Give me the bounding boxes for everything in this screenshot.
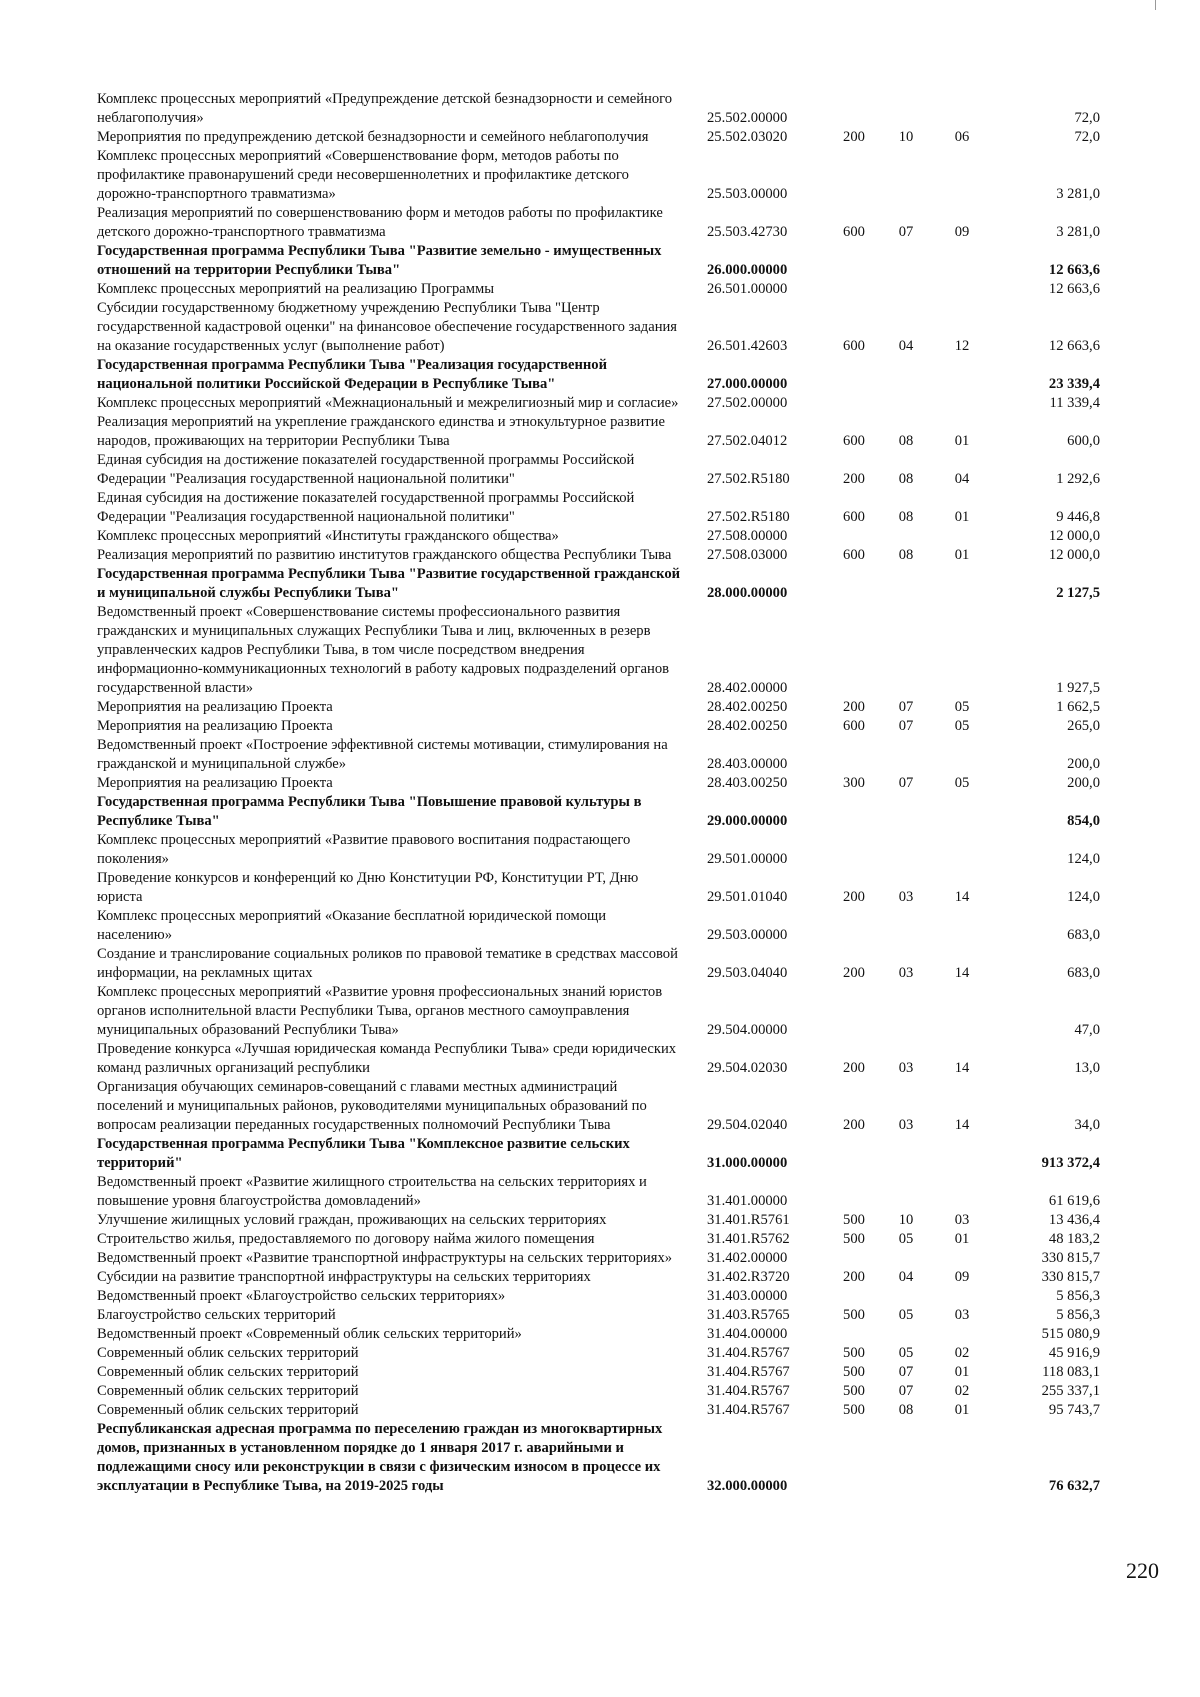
row-amount: 200,0 (1067, 775, 1100, 791)
table-row (97, 413, 1129, 451)
row-expense-type: 200 (843, 129, 865, 145)
row-name: Комплекс процессных мероприятий на реализацию Программы (97, 281, 495, 297)
row-code: 27.502.R5180 (707, 471, 790, 487)
table-row (97, 1363, 1129, 1382)
table-row (97, 1268, 1129, 1287)
row-section: 08 (898, 547, 914, 563)
row-name: Субсидии государственному бюджетному учреждению Республики Тыва "Центр государственной кадастровой оценки" на финансовое обеспечение государственного задания на оказание государственных услуг (выполнение работ) (97, 300, 678, 354)
row-amount: 913 372,4 (1041, 1155, 1100, 1171)
table-row (97, 907, 1129, 945)
row-subsection: 09 (954, 224, 970, 240)
row-amount: 12 000,0 (1048, 547, 1100, 563)
row-section: 08 (898, 1402, 914, 1418)
row-section: 10 (898, 129, 914, 145)
row-subsection: 01 (954, 509, 970, 525)
row-name: Ведомственный проект «Построение эффективной системы мотивации, стимулирования на гражданской и муниципальной службе» (97, 737, 668, 772)
program-row (97, 1135, 1129, 1173)
row-amount: 1 292,6 (1056, 471, 1100, 487)
row-amount: 683,0 (1067, 965, 1100, 981)
table-row (97, 1287, 1129, 1306)
row-amount: 12 000,0 (1048, 528, 1100, 544)
row-code: 28.402.00250 (707, 718, 788, 734)
table-row (97, 603, 1129, 698)
table-row (97, 280, 1129, 299)
row-expense-type: 200 (843, 699, 865, 715)
row-section: 08 (898, 509, 914, 525)
row-name: Благоустройство сельских территорий (97, 1307, 336, 1323)
row-code: 31.401.00000 (707, 1193, 788, 1209)
table-row (97, 299, 1129, 356)
table-row (97, 1230, 1129, 1249)
row-code: 25.502.03020 (707, 129, 788, 145)
program-row (97, 356, 1129, 394)
row-name: Единая субсидия на достижение показателей государственной программы Российской Федерации "Реализация государственной национальной политики" (97, 490, 635, 525)
table-row (97, 1325, 1129, 1344)
row-code: 31.404.R5767 (707, 1345, 790, 1361)
row-subsection: 05 (954, 699, 970, 715)
table-row (97, 1382, 1129, 1401)
row-name: Мероприятия по предупреждению детской безнадзорности и семейного неблагополучия (97, 129, 649, 145)
row-amount: 2 127,5 (1056, 585, 1100, 601)
row-subsection: 02 (954, 1383, 970, 1399)
row-code: 29.501.00000 (707, 851, 788, 867)
row-section: 05 (898, 1345, 914, 1361)
row-name: Ведомственный проект «Современный облик сельских территорий» (97, 1326, 522, 1342)
row-amount: 12 663,6 (1048, 262, 1100, 278)
row-subsection: 01 (954, 1231, 970, 1247)
row-code: 25.503.00000 (707, 186, 788, 202)
row-code: 29.504.00000 (707, 1022, 788, 1038)
row-name: Современный облик сельских территорий (97, 1402, 359, 1418)
program-row (97, 1420, 1129, 1496)
row-code: 31.401.R5762 (707, 1231, 790, 1247)
table-row (97, 546, 1129, 565)
table-row (97, 774, 1129, 793)
row-expense-type: 200 (843, 889, 865, 905)
row-code: 28.000.00000 (707, 585, 788, 601)
row-name: Ведомственный проект «Благоустройство сельских территориях» (97, 1288, 506, 1304)
row-amount: 600,0 (1067, 433, 1100, 449)
row-amount: 124,0 (1067, 889, 1100, 905)
row-subsection: 01 (954, 433, 970, 449)
row-name: Государственная программа Республики Тыва "Реализация государственной национальной политики Российской Федерации в Республике Тыва" (97, 357, 607, 392)
row-code: 27.000.00000 (707, 376, 788, 392)
row-name: Комплекс процессных мероприятий «Межнациональный и межрелигиозный мир и согласие» (97, 395, 679, 411)
row-code: 28.403.00000 (707, 756, 788, 772)
row-code: 31.000.00000 (707, 1155, 788, 1171)
row-expense-type: 200 (843, 471, 865, 487)
row-subsection: 01 (954, 1364, 970, 1380)
table-row (97, 147, 1129, 204)
row-subsection: 02 (954, 1345, 970, 1361)
table-row (97, 1401, 1129, 1420)
row-name: Современный облик сельских территорий (97, 1364, 359, 1380)
row-name: Реализация мероприятий по развитию институтов гражданского общества Республики Тыва (97, 547, 672, 563)
row-amount: 200,0 (1067, 756, 1100, 772)
row-code: 27.502.00000 (707, 395, 788, 411)
row-name: Субсидии на развитие транспортной инфраструктуры на сельских территориях (97, 1269, 591, 1285)
row-expense-type: 200 (843, 1117, 865, 1133)
row-expense-type: 500 (843, 1402, 865, 1418)
row-amount: 72,0 (1074, 129, 1100, 145)
row-amount: 5 856,3 (1056, 1307, 1100, 1323)
row-code: 29.504.02040 (707, 1117, 788, 1133)
program-row (97, 565, 1129, 603)
table-row (97, 1078, 1129, 1135)
row-amount: 76 632,7 (1048, 1478, 1100, 1494)
row-code: 31.404.00000 (707, 1326, 788, 1342)
row-name: Ведомственный проект «Совершенствование системы профессионального развития гражданских и муниципальных служащих Республики Тыва и лиц, включенных в резерв управленческих кадров Республики Тыва, в том числе посредством внедрения информационно-коммуникационных технологий в работу кадровых подразделений органов государственной власти» (97, 604, 670, 696)
row-expense-type: 500 (843, 1212, 865, 1228)
row-amount: 9 446,8 (1056, 509, 1100, 525)
row-subsection: 14 (954, 1117, 970, 1133)
table-row (97, 1344, 1129, 1363)
row-subsection: 03 (954, 1307, 970, 1323)
row-section: 07 (898, 224, 914, 240)
row-name: Проведение конкурсов и конференций ко Дню Конституции РФ, Конституции РТ, Дню юриста (97, 870, 639, 905)
row-amount: 515 080,9 (1041, 1326, 1100, 1342)
table-row (97, 204, 1129, 242)
table-row (97, 1040, 1129, 1078)
row-subsection: 09 (954, 1269, 970, 1285)
row-expense-type: 600 (843, 224, 865, 240)
table-row (97, 736, 1129, 774)
row-name: Комплекс процессных мероприятий «Предупреждение детской безнадзорности и семейного неблагополучия» (97, 91, 673, 126)
table-row (97, 945, 1129, 983)
table-row (97, 983, 1129, 1040)
row-code: 26.501.42603 (707, 338, 788, 354)
row-code: 29.503.00000 (707, 927, 788, 943)
table-row (97, 451, 1129, 489)
row-name: Организация обучающих семинаров-совещаний с главами местных администраций поселений и муниципальных районов, руководителями муниципальных образований по вопросам реализации переданных государственных полномочий Республики Тыва (97, 1079, 647, 1133)
row-code: 25.503.42730 (707, 224, 788, 240)
row-amount: 683,0 (1067, 927, 1100, 943)
row-code: 26.000.00000 (707, 262, 788, 278)
row-name: Комплекс процессных мероприятий «Развитие правового воспитания подрастающего поколения» (97, 832, 631, 867)
row-amount: 95 743,7 (1048, 1402, 1100, 1418)
row-name: Мероприятия на реализацию Проекта (97, 775, 333, 791)
table-row (97, 90, 1129, 128)
row-amount: 330 815,7 (1041, 1250, 1100, 1266)
table-row (97, 128, 1129, 147)
row-code: 27.502.04012 (707, 433, 788, 449)
row-expense-type: 500 (843, 1383, 865, 1399)
table-row (97, 869, 1129, 907)
row-amount: 12 663,6 (1048, 281, 1100, 297)
row-code: 28.403.00250 (707, 775, 788, 791)
table-row (97, 1249, 1129, 1268)
table-row (97, 831, 1129, 869)
row-code: 29.501.01040 (707, 889, 788, 905)
row-code: 29.000.00000 (707, 813, 788, 829)
table-row (97, 1211, 1129, 1230)
row-section: 05 (898, 1307, 914, 1323)
row-code: 27.508.00000 (707, 528, 788, 544)
row-section: 03 (898, 1117, 914, 1133)
row-code: 32.000.00000 (707, 1478, 788, 1494)
program-row (97, 793, 1129, 831)
row-amount: 265,0 (1067, 718, 1100, 734)
row-name: Проведение конкурса «Лучшая юридическая команда Республики Тыва» среди юридических команд различных организаций республики (97, 1041, 677, 1076)
row-code: 31.402.00000 (707, 1250, 788, 1266)
row-name: Комплекс процессных мероприятий «Совершенствование форм, методов работы по профилактике правонарушений среди несовершеннолетних и профилактике детского дорожно-транспортного травматизма» (97, 148, 629, 202)
row-subsection: 14 (954, 1060, 970, 1076)
row-name: Мероприятия на реализацию Проекта (97, 699, 333, 715)
row-name: Ведомственный проект «Развитие жилищного строительства на сельских территориях и повышение уровня благоустройства домовладений» (97, 1174, 647, 1209)
row-code: 26.501.00000 (707, 281, 788, 297)
row-expense-type: 500 (843, 1307, 865, 1323)
row-name: Комплекс процессных мероприятий «Институты гражданского общества» (97, 528, 559, 544)
row-expense-type: 200 (843, 1269, 865, 1285)
row-code: 27.508.03000 (707, 547, 788, 563)
row-section: 04 (898, 1269, 914, 1285)
row-section: 07 (898, 718, 914, 734)
row-amount: 1 927,5 (1056, 680, 1100, 696)
table-row (97, 1173, 1129, 1211)
row-amount: 3 281,0 (1056, 224, 1100, 240)
row-amount: 5 856,3 (1056, 1288, 1100, 1304)
row-code: 27.502.R5180 (707, 509, 790, 525)
row-code: 31.404.R5767 (707, 1364, 790, 1380)
table-row (97, 717, 1129, 736)
row-name: Строительство жилья, предоставляемого по договору найма жилого помещения (97, 1231, 595, 1247)
row-code: 31.402.R3720 (707, 1269, 790, 1285)
row-amount: 118 083,1 (1042, 1364, 1100, 1380)
row-name: Государственная программа Республики Тыва "Развитие земельно - имущественных отношений на территории Республики Тыва" (97, 243, 662, 278)
program-row (97, 242, 1129, 280)
row-name: Ведомственный проект «Развитие транспортной инфраструктуры на сельских территориях» (97, 1250, 673, 1266)
row-section: 07 (898, 1383, 914, 1399)
row-section: 08 (898, 471, 914, 487)
row-name: Современный облик сельских территорий (97, 1383, 359, 1399)
row-amount: 11 339,4 (1049, 395, 1100, 411)
row-expense-type: 500 (843, 1231, 865, 1247)
row-subsection: 04 (954, 471, 970, 487)
row-subsection: 03 (954, 1212, 970, 1228)
row-amount: 13 436,4 (1048, 1212, 1100, 1228)
row-amount: 255 337,1 (1041, 1383, 1100, 1399)
row-amount: 12 663,6 (1048, 338, 1100, 354)
row-subsection: 05 (954, 775, 970, 791)
row-expense-type: 500 (843, 1345, 865, 1361)
page-number: 220 (1126, 1558, 1159, 1583)
row-expense-type: 300 (843, 775, 865, 791)
row-amount: 72,0 (1074, 110, 1100, 126)
row-code: 31.403.R5765 (707, 1307, 790, 1323)
row-amount: 13,0 (1074, 1060, 1100, 1076)
row-subsection: 01 (954, 547, 970, 563)
row-code: 28.402.00250 (707, 699, 788, 715)
row-section: 08 (898, 433, 914, 449)
row-code: 29.504.02030 (707, 1060, 788, 1076)
table-row (97, 1306, 1129, 1325)
row-name: Современный облик сельских территорий (97, 1345, 359, 1361)
row-section: 03 (898, 965, 914, 981)
row-amount: 3 281,0 (1056, 186, 1100, 202)
row-amount: 47,0 (1074, 1022, 1100, 1038)
row-code: 25.502.00000 (707, 110, 788, 126)
row-name: Мероприятия на реализацию Проекта (97, 718, 333, 734)
row-name: Государственная программа Республики Тыва "Развитие государственной гражданской и муниципальной службы Республики Тыва" (97, 566, 681, 601)
row-code: 31.404.R5767 (707, 1402, 790, 1418)
row-amount: 23 339,4 (1048, 376, 1100, 392)
row-code: 31.404.R5767 (707, 1383, 790, 1399)
row-section: 07 (898, 699, 914, 715)
table-row (97, 394, 1129, 413)
row-amount: 61 619,6 (1048, 1193, 1100, 1209)
row-name: Республиканская адресная программа по переселению граждан из многоквартирных домов, признанных в установленном порядке до 1 января 2017 г. аварийными и подлежащими сносу или реконструкции в связи с физическим износом в процессе их эксплуатации в Республике Тыва, на 2019-2025 годы (97, 1421, 663, 1494)
row-subsection: 01 (954, 1402, 970, 1418)
row-subsection: 14 (954, 965, 970, 981)
row-expense-type: 200 (843, 965, 865, 981)
row-name: Улучшение жилищных условий граждан, проживающих на сельских территориях (97, 1212, 607, 1228)
row-expense-type: 600 (843, 433, 865, 449)
row-subsection: 06 (954, 129, 970, 145)
row-section: 03 (898, 889, 914, 905)
row-name: Комплекс процессных мероприятий «Развитие уровня профессиональных знаний юристов органов исполнительной власти Республики Тыва, органов местного самоуправления муниципальных образований Республики Тыва» (97, 984, 663, 1038)
scan-mark (1155, 0, 1156, 10)
row-name: Единая субсидия на достижение показателей государственной программы Российской Федерации "Реализация государственной национальной политики" (97, 452, 635, 487)
row-name: Реализация мероприятий по совершенствованию форм и методов работы по профилактике детского дорожно-транспортного травматизма (97, 205, 663, 240)
row-subsection: 12 (954, 338, 970, 354)
row-code: 28.402.00000 (707, 680, 788, 696)
row-expense-type: 500 (843, 1364, 865, 1380)
row-expense-type: 600 (843, 718, 865, 734)
table-row (97, 698, 1129, 717)
row-name: Реализация мероприятий на укрепление гражданского единства и этнокультурное развитие народов, проживающих на территории Республики Тыва (97, 414, 665, 449)
row-subsection: 05 (954, 718, 970, 734)
row-expense-type: 600 (843, 338, 865, 354)
table-row (97, 489, 1129, 527)
row-expense-type: 200 (843, 1060, 865, 1076)
row-subsection: 14 (954, 889, 970, 905)
row-amount: 34,0 (1074, 1117, 1100, 1133)
budget-table (97, 90, 1129, 1496)
row-name: Создание и транслирование социальных роликов по правовой тематике в средствах массовой информации, на рекламных щитах (97, 946, 678, 981)
row-name: Комплекс процессных мероприятий «Оказание бесплатной юридической помощи населению» (97, 908, 607, 943)
row-name: Государственная программа Республики Тыва "Комплексное развитие сельских территорий" (97, 1136, 630, 1171)
row-amount: 48 183,2 (1048, 1231, 1100, 1247)
row-expense-type: 600 (843, 509, 865, 525)
row-section: 10 (898, 1212, 914, 1228)
row-amount: 330 815,7 (1041, 1269, 1100, 1285)
row-amount: 854,0 (1067, 813, 1100, 829)
row-section: 07 (898, 1364, 914, 1380)
row-name: Государственная программа Республики Тыва "Повышение правовой культуры в Республике Тыва" (97, 794, 642, 829)
row-amount: 1 662,5 (1056, 699, 1100, 715)
row-code: 29.503.04040 (707, 965, 788, 981)
row-section: 03 (898, 1060, 914, 1076)
row-section: 07 (898, 775, 914, 791)
row-amount: 124,0 (1067, 851, 1100, 867)
row-code: 31.403.00000 (707, 1288, 788, 1304)
row-amount: 45 916,9 (1048, 1345, 1100, 1361)
row-section: 04 (898, 338, 914, 354)
table-row (97, 527, 1129, 546)
row-section: 05 (898, 1231, 914, 1247)
row-expense-type: 600 (843, 547, 865, 563)
row-code: 31.401.R5761 (707, 1212, 790, 1228)
